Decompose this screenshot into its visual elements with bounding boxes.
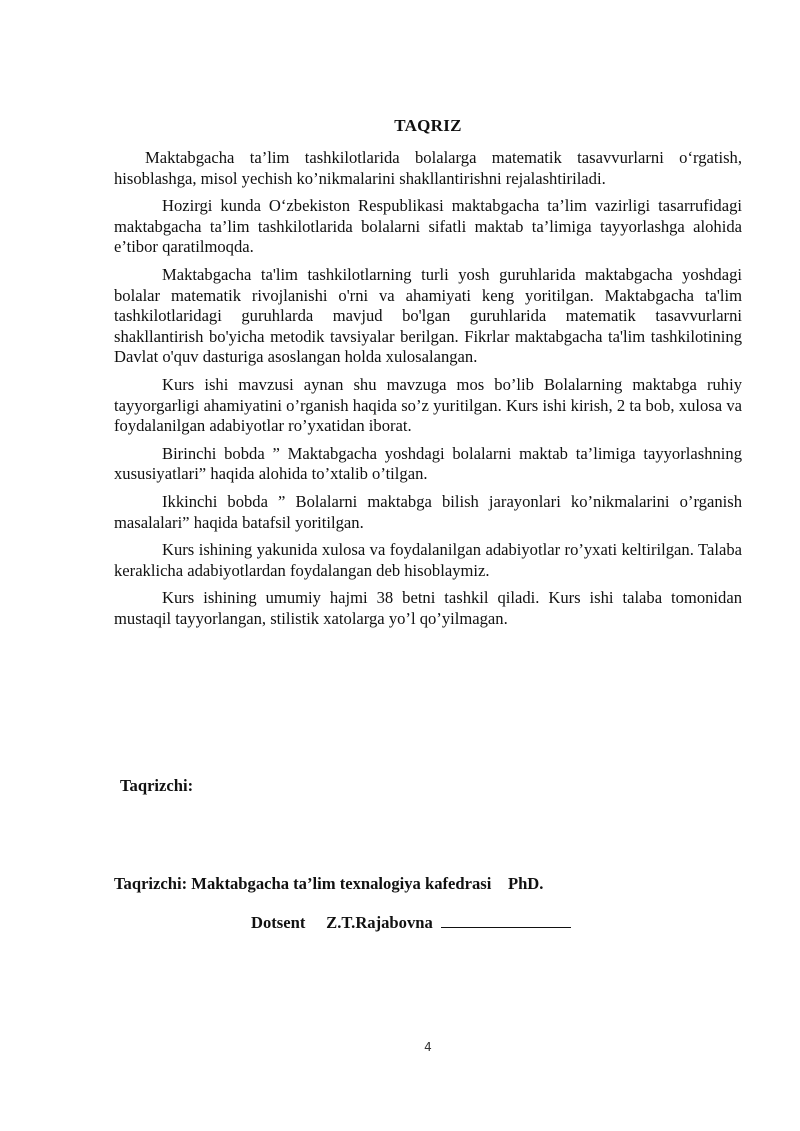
paragraph-4: Kurs ishi mavzusi aynan shu mavzuga mos bo’lib Bolalarning maktabga ruhiy tayyorgarligi ahamiyatini o’rganish haqida so’z yuritilgan. Kurs ishi kirish, 2 ta bob, xulosa va foydalanilgan adabiyotlar ro’yxatidan iborat.: [114, 374, 742, 436]
paragraph-8: Kurs ishining umumiy hajmi 38 betni tashkil qiladi. Kurs ishi talaba tomonidan mustaqil tayyorlangan, stilistik xatolarga yo’l qo’yilmagan.: [114, 588, 742, 628]
paragraph-5: Birinchi bobda ” Maktabgacha yoshdagi bolalarni maktab ta’limiga tayyorlashning xususiyatlari” haqida alohida to’xtalib o’tilgan.: [114, 443, 742, 484]
paragraph-7: Kurs ishining yakunida xulosa va foydalanilgan adabiyotlar ro’yxati keltirilgan. Talaba keraklicha adabiyotlardan foydalangan deb hisoblaymiz.: [114, 540, 742, 580]
document-title: TAQRIZ: [394, 116, 462, 135]
signature-blank-line: [441, 911, 571, 928]
reviewer-department: Taqrizchi: Maktabgacha ta’lim texnalogiya kafedrasi PhD.: [114, 874, 544, 893]
reviewer-label: Taqrizchi:: [120, 776, 194, 795]
signature-name: Dotsent Z.T.Rajabovna: [251, 913, 433, 932]
paragraph-6: Ikkinchi bobda ” Bolalarni maktabga bilish jarayonlari ko’nikmalarini o’rganish masalalari” haqida batafsil yoritilgan.: [114, 491, 742, 532]
paragraph-3: Maktabgacha ta'lim tashkilotlarning turli yosh guruhlarida maktabgacha yoshdagi bolalar matematik rivojlanishi o'rni va ahamiyati keng yoritilgan. Maktabgacha ta'lim tashkilotlaridagi guruhlarda mavjud bo'lgan guruhlarida matematik tasavvurlarni shakllantirish bo'yicha metodik tavsiyalar berilgan. Fikrlar maktabgacha ta'lim tashkilotining Davlat o'quv dasturiga asoslangan holda xulosalangan.: [114, 264, 742, 367]
page-number: 4: [424, 1040, 432, 1054]
document-body: [114, 148, 742, 636]
paragraph-2: Hozirgi kunda O‘zbekiston Respublikasi maktabgacha ta’lim vazirligi tasarrufidagi maktabgacha ta’lim tashkilotlarida bolalarni sifatli maktab ta’limiga tayyorlashga alohida e’tibor qaratilmoqda.: [114, 196, 742, 257]
paragraph-1: Maktabgacha ta’lim tashkilotlarida bolalarga matematik tasavvurlarni o‘rgatish, hisoblashga, misol yechish ko’nikmalarini shakllantirishni rejalashtiriladi.: [114, 148, 742, 188]
signature-line: [251, 911, 571, 933]
